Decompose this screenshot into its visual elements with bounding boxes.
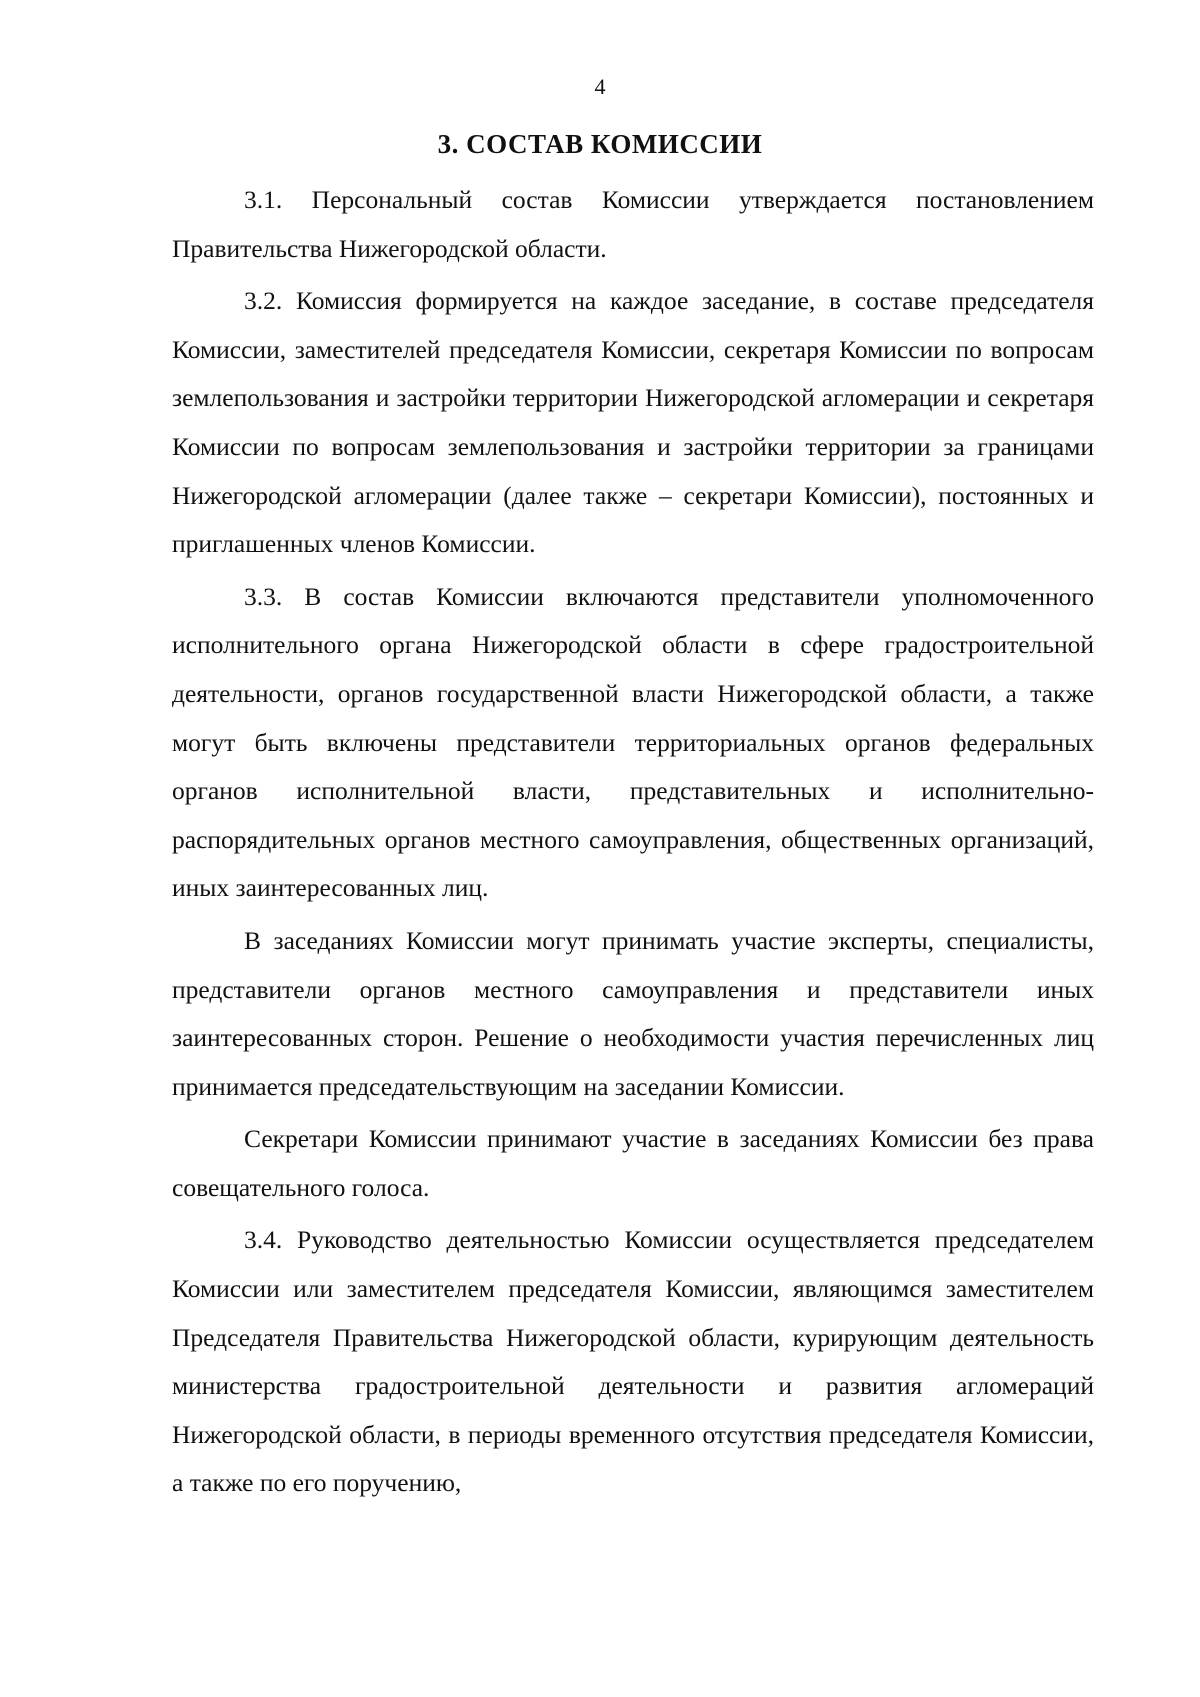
paragraph-3-2: 3.2. Комиссия формируется на каждое заседание, в составе председателя Комиссии, заместителей председателя Комиссии, секретаря Комиссии по вопросам землепользования и застройки территории Нижегородской агломерации и секретаря Комиссии по вопросам землепользования и застройки территории за границами Нижегородской агломерации (далее также – секретари Комиссии), постоянных и приглашенных членов Комиссии. (172, 286, 1094, 559)
paragraph-3-4: 3.4. Руководство деятельностью Комиссии осуществляется председателем Комиссии или заместителем председателя Комиссии, являющимся заместителем Председателя Правительства Нижегородской области, курирующим деятельность министерства градостроительной деятельности и развития агломераций Нижегородской области, в периоды временного отсутствия председателя Комиссии, а также по его поручению, (172, 1225, 1094, 1498)
paragraph-secretaries: Секретари Комиссии принимают участие в заседаниях Комиссии без права совещательного голоса. (172, 1124, 1094, 1202)
paragraph-3-1: 3.1. Персональный состав Комиссии утверждается постановлением Правительства Нижегородской области. (172, 185, 1094, 263)
section-title: 3. СОСТАВ КОМИССИИ (437, 129, 763, 159)
section-body (172, 176, 1094, 1512)
paragraph-3-3: 3.3. В состав Комиссии включаются представители уполномоченного исполнительного органа Нижегородской области в сфере градостроительной деятельности, органов государственной власти Нижегородской области, а также могут быть включены представители территориальных органов федеральных органов исполнительной власти, представительных и исполнительно-распорядительных органов местного самоуправления, общественных организаций, иных заинтересованных лиц. (172, 581, 1094, 903)
paragraph-experts: В заседаниях Комиссии могут принимать участие эксперты, специалисты, представители органов местного самоуправления и представители иных заинтересованных сторон. Решение о необходимости участия перечисленных лиц принимается председательствующим на заседании Комиссии. (172, 925, 1094, 1101)
page-number: 4 (594, 74, 606, 99)
